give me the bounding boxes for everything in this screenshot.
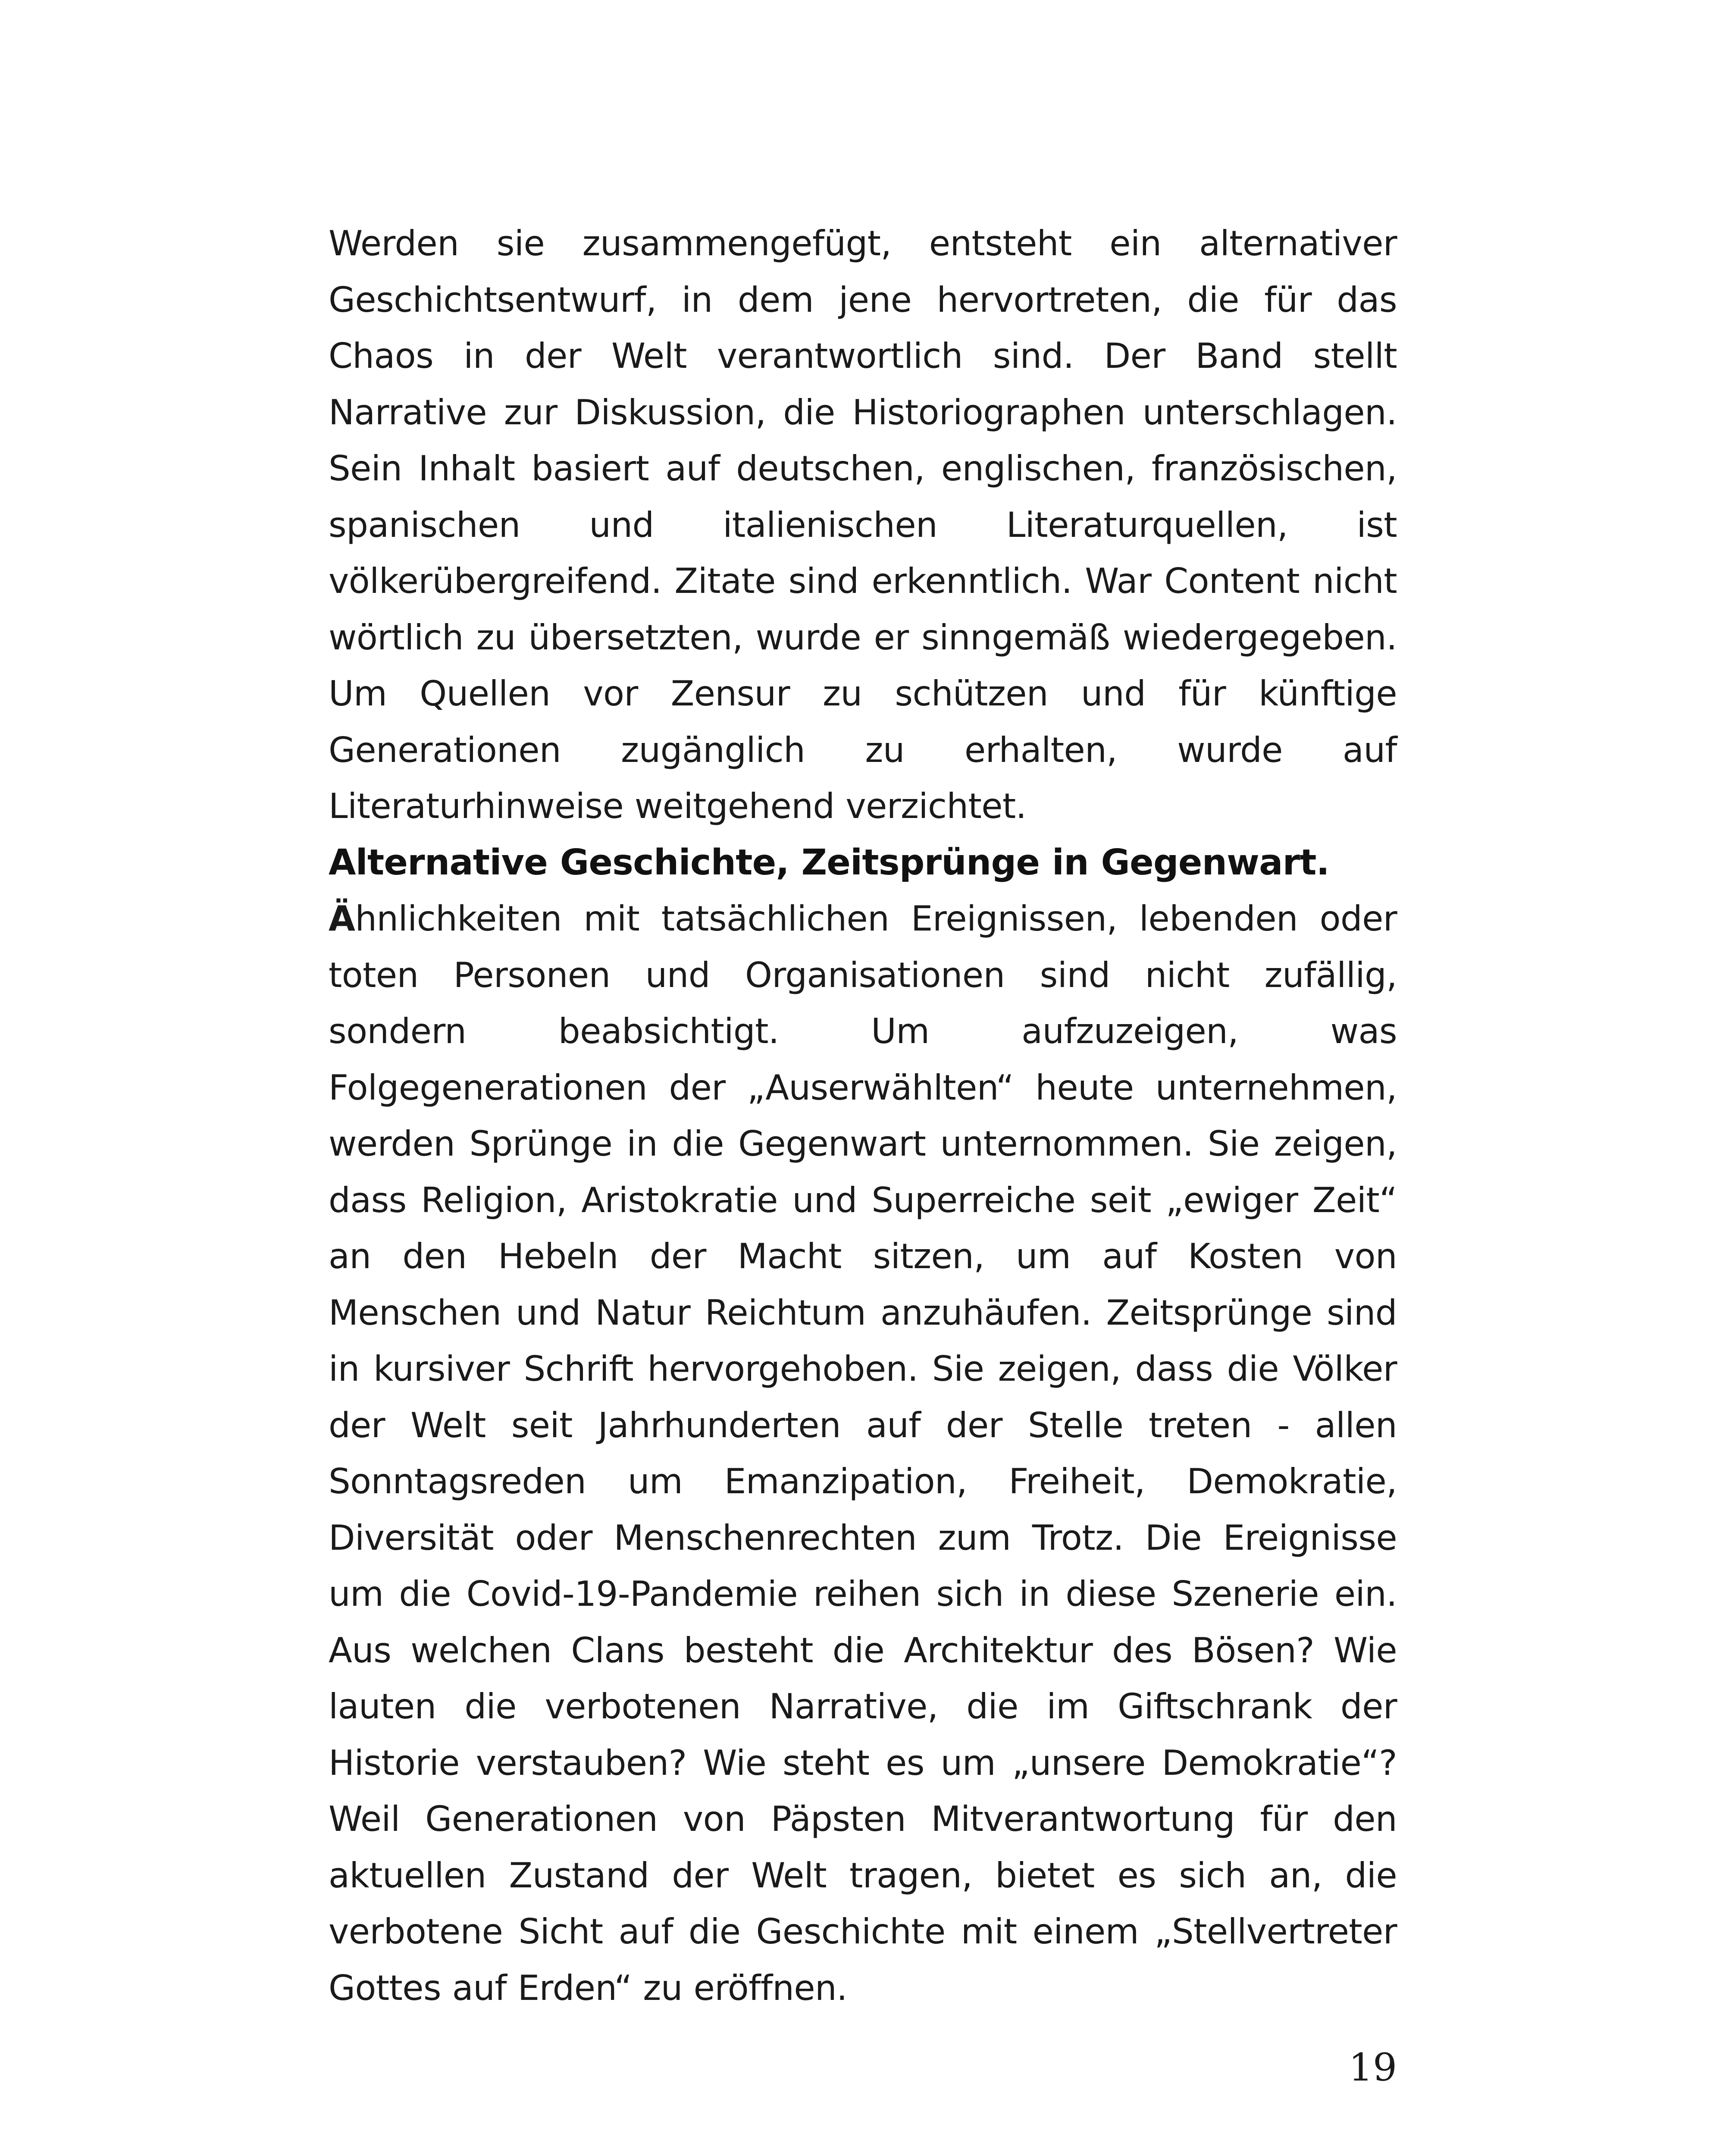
section-paragraph-text: hnlichkeiten mit tatsächlichen Ereignissen, lebenden oder toten Personen und Organisationen sind nicht zufällig, sondern beabsichtigt. Um aufzuzeigen, was Folgegenerationen der „Auserwählten“ heute unternehmen, werden Sprünge in die Gegenwart unternommen. Sie zeigen, dass Religion, Aristokratie und Superreiche seit „ewiger Zeit“ an den Hebeln der Macht sitzen, um auf Kosten von Menschen und Natur Reichtum anzuhäufen. Zeitsprünge sind in kursiver Schrift hervorgehoben. Sie zeigen, dass die Völker der Welt seit Jahrhunderten auf der Stelle treten - allen Sonntagsreden um Emanzipation, Freiheit, Demokratie, Diversität oder Menschenrechten zum Trotz. Die Ereignisse um die Covid-19-Pandemie reihen sich in diese Szenerie ein. Aus welchen Clans besteht die Architektur des Bösen? Wie lauten die verbotenen Narrative, die im Giftschrank der Historie verstauben? Wie steht es um „unsere Demokratie“? Weil Generationen von Päpsten Mitverantwortung für den aktuellen Zustand der Welt tragen, bietet es sich an, die verbotene Sicht auf die Geschichte mit einem „Stellvertreter Gottes auf Erden“ zu eröffnen. bbox=[329, 899, 1397, 2008]
body-text bbox=[329, 216, 1397, 2016]
section-paragraph bbox=[329, 891, 1397, 2016]
page-number: 19 bbox=[1349, 2045, 1397, 2090]
section-heading: Alternative Geschichte, Zeitsprünge in Gegenwart. bbox=[329, 842, 1330, 883]
bold-initial-letter: Ä bbox=[329, 899, 355, 939]
intro-paragraph: Werden sie zusammengefügt, entsteht ein alternativer Geschichtsentwurf, in dem jene hervortreten, die für das Chaos in der Welt verantwortlich sind. Der Band stellt Narrative zur Diskussion, die Historiographen unterschlagen. Sein Inhalt basiert auf deutschen, englischen, französischen, spanischen und italienischen Literaturquellen, ist völkerübergreifend. Zitate sind erkenntlich. War Content nicht wörtlich zu übersetzten, wurde er sinngemäß wiedergegeben. Um Quellen vor Zensur zu schützen und für künftige Generationen zugänglich zu erhalten, wurde auf Literaturhinweise weitgehend verzichtet. bbox=[329, 223, 1397, 826]
